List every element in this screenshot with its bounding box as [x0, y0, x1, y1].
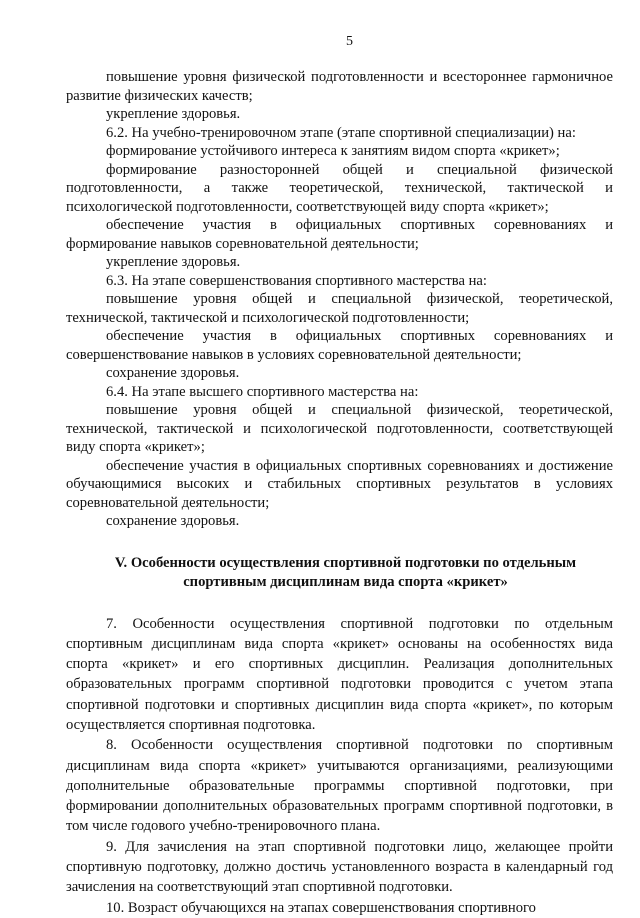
paragraph: 7. Особенности осуществления спортивной подготовки по отдельным спортивным дисциплинам вида спорта «крикет» основаны на особенностях вида спорта «крикет» и его спортивных дисциплин. Реализация дополнительных образовательных программ спортивной подготовки проводится с учетом этапа спортивной подготовки и спортивных дисциплин вида спорта «крикет», по которым осуществляется спортивная подготовка.: [66, 615, 613, 733]
section-heading-line-1: V. Особенности осуществления спортивной подготовки по отдельным: [114, 554, 577, 571]
paragraph: укрепление здоровья.: [106, 254, 241, 270]
paragraph: 10. Возраст обучающихся на этапах совершенствования спортивного: [106, 899, 536, 916]
paragraph: 6.3. На этапе совершенствования спортивного мастерства на:: [106, 272, 487, 289]
paragraph: укрепление здоровья.: [106, 106, 241, 122]
goals-section: [66, 68, 613, 531]
paragraph: обеспечение участия в официальных спортивных соревнованиях и совершенствование навыков в условиях соревновательной деятельности;: [66, 328, 613, 363]
paragraph: обеспечение участия в официальных спортивных соревнованиях и формирование навыков соревновательной деятельности;: [66, 217, 613, 252]
paragraph: 6.2. На учебно-тренировочном этапе (этапе спортивной специализации) на:: [106, 124, 576, 141]
paragraph: 9. Для зачисления на этап спортивной подготовки лицо, желающее пройти спортивную подготовку, должно достичь установленного возраста в календарный год зачисления на соответствующий этап спортивной подготовки.: [66, 838, 613, 896]
paragraph: сохранение здоровья.: [106, 513, 240, 529]
paragraph: формирование устойчивого интереса к занятиям видом спорта «крикет»;: [106, 143, 560, 159]
paragraph: повышение уровня общей и специальной физической, теоретической, технической, тактической и психологической подготовленности, соответствующей виду спорта «крикет»;: [66, 402, 613, 455]
paragraph: повышение уровня общей и специальной физической, теоретической, технической, тактической и психологической подготовленности;: [66, 291, 613, 326]
page-number: 5: [346, 34, 353, 49]
specifics-section: [66, 614, 613, 918]
section-heading: [66, 554, 613, 592]
paragraph: формирование разносторонней общей и специальной физической подготовленности, а также теоретической, технической, тактической и психологической подготовленности, соответствующей виду спорта «крикет»;: [66, 161, 613, 215]
paragraph: 8. Особенности осуществления спортивной подготовки по спортивным дисциплинам вида спорта «крикет» учитываются организациями, реализующими дополнительные образовательные программы спортивной подготовки, при формировании дополнительных образовательных программ спортивной подготовки, в том числе годового учебно-тренировочного плана.: [66, 737, 613, 835]
paragraph: 6.4. На этапе высшего спортивного мастерства на:: [106, 383, 419, 400]
paragraph: повышение уровня физической подготовленности и всестороннее гармоничное развитие физических качеств;: [66, 69, 613, 104]
paragraph: сохранение здоровья.: [106, 365, 240, 381]
paragraph: обеспечение участия в официальных спортивных соревнованиях и достижение обучающимися высоких и стабильных спортивных результатов в условиях соревновательной деятельности;: [66, 457, 613, 511]
section-heading-line-2: спортивным дисциплинам вида спорта «крикет»: [183, 573, 508, 590]
